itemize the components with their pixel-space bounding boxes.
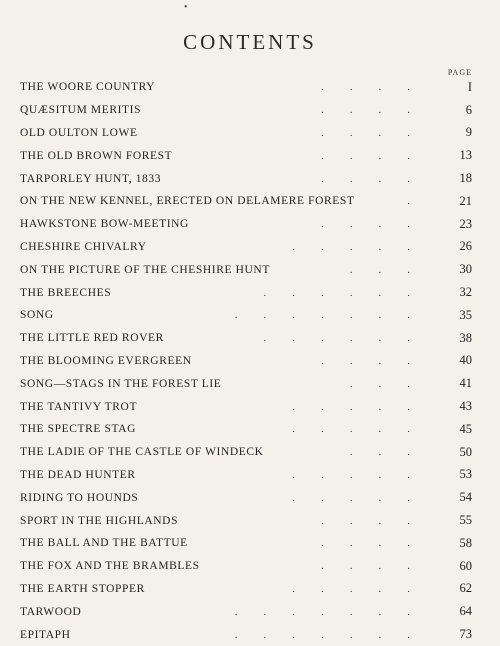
toc-entry bbox=[20, 509, 472, 532]
entry-title: THE EARTH STOPPER bbox=[20, 582, 145, 595]
entry-title: THE LITTLE RED ROVER bbox=[20, 332, 164, 345]
entry-page-number: 38 bbox=[459, 330, 472, 345]
entry-page-number: 23 bbox=[459, 216, 472, 231]
leader-dots: .... bbox=[321, 104, 436, 117]
entry-page-number: 53 bbox=[459, 467, 472, 482]
entry-title: SPORT IN THE HIGHLANDS bbox=[20, 514, 179, 527]
entry-title: EPITAPH bbox=[20, 628, 71, 641]
leader-dots: .... bbox=[321, 81, 436, 94]
toc-entry bbox=[20, 441, 472, 464]
entry-page-number: 21 bbox=[459, 193, 472, 208]
leader-dots: .... bbox=[321, 218, 436, 231]
toc-entry bbox=[20, 464, 472, 487]
entry-title: ON THE NEW KENNEL, ERECTED ON DELAMERE FOREST bbox=[20, 195, 355, 208]
leader-dots: .... bbox=[321, 126, 436, 139]
toc-entry bbox=[20, 578, 472, 601]
entry-page-number: 43 bbox=[459, 399, 472, 414]
leader-dots: .... bbox=[321, 354, 436, 367]
toc-entry bbox=[20, 213, 472, 236]
leader-dots: . bbox=[407, 195, 436, 208]
entry-page-number: 18 bbox=[459, 171, 472, 186]
leader-dots: ..... bbox=[292, 240, 436, 253]
toc-entry bbox=[20, 304, 472, 327]
leader-dots: .... bbox=[321, 514, 436, 527]
toc-entry bbox=[20, 167, 472, 190]
toc-entry bbox=[20, 327, 472, 350]
leader-dots: .... bbox=[321, 537, 436, 550]
entry-title: QUÆSITUM MERITIS bbox=[20, 104, 142, 117]
entry-title: CHESHIRE CHIVALRY bbox=[20, 240, 147, 253]
toc-entry bbox=[20, 486, 472, 509]
entry-page-number: 50 bbox=[459, 444, 472, 459]
entry-page-number: 62 bbox=[459, 581, 472, 596]
entry-title: THE FOX AND THE BRAMBLES bbox=[20, 560, 200, 573]
toc-entry bbox=[20, 418, 472, 441]
entry-page-number: 55 bbox=[459, 513, 472, 528]
leader-dots: ... bbox=[349, 377, 436, 390]
entry-title: THE OLD BROWN FOREST bbox=[20, 149, 173, 162]
toc-list bbox=[20, 76, 472, 646]
entry-title: THE WOORE COUNTRY bbox=[20, 81, 156, 94]
entry-page-number: 60 bbox=[459, 558, 472, 573]
leader-dots: ... bbox=[349, 446, 436, 459]
entry-title: THE BREECHES bbox=[20, 286, 112, 299]
entry-page-number: 40 bbox=[459, 353, 472, 368]
page-title: CONTENTS bbox=[183, 30, 317, 54]
toc-entry bbox=[20, 600, 472, 623]
entry-title: TARWOOD bbox=[20, 605, 82, 618]
toc-entry bbox=[20, 281, 472, 304]
entry-title: THE BALL AND THE BATTUE bbox=[20, 537, 188, 550]
entry-title: RIDING TO HOUNDS bbox=[20, 491, 139, 504]
toc-entry bbox=[20, 532, 472, 555]
entry-title: THE BLOOMING EVERGREEN bbox=[20, 354, 192, 367]
leader-dots: .... bbox=[321, 149, 436, 162]
entry-title: SONG—STAGS IN THE FOREST LIE bbox=[20, 377, 222, 390]
entry-page-number: I bbox=[467, 79, 472, 94]
leader-dots: ....... bbox=[234, 309, 436, 322]
toc-entry bbox=[20, 122, 472, 145]
leader-dots: ....... bbox=[234, 605, 436, 618]
entry-page-number: 35 bbox=[459, 307, 472, 322]
leader-dots: ..... bbox=[292, 468, 436, 481]
toc-entry bbox=[20, 555, 472, 578]
leader-dots: ... bbox=[349, 263, 436, 276]
leader-dots: ...... bbox=[263, 332, 436, 345]
entry-page-number: 73 bbox=[459, 627, 472, 642]
toc-entry bbox=[20, 76, 472, 99]
entry-page-number: 54 bbox=[459, 490, 472, 505]
entry-page-number: 32 bbox=[459, 285, 472, 300]
page-column-label: PAGE bbox=[447, 68, 472, 77]
entry-title: SONG bbox=[20, 309, 54, 322]
entry-page-number: 26 bbox=[459, 239, 472, 254]
entry-page-number: 9 bbox=[465, 125, 472, 140]
entry-title: THE TANTIVY TROT bbox=[20, 400, 138, 413]
entry-title: TARPORLEY HUNT, 1833 bbox=[20, 172, 162, 185]
entry-title: ON THE PICTURE OF THE CHESHIRE HUNT bbox=[20, 263, 270, 276]
print-speck: • bbox=[184, 2, 188, 13]
entry-page-number: 45 bbox=[459, 421, 472, 436]
leader-dots: ..... bbox=[292, 400, 436, 413]
toc-entry bbox=[20, 395, 472, 418]
leader-dots: .... bbox=[321, 560, 436, 573]
entry-page-number: 30 bbox=[459, 262, 472, 277]
leader-dots: ..... bbox=[292, 491, 436, 504]
toc-entry bbox=[20, 99, 472, 122]
entry-page-number: 64 bbox=[459, 604, 472, 619]
entry-title: OLD OULTON LOWE bbox=[20, 126, 138, 139]
toc-entry bbox=[20, 144, 472, 167]
entry-page-number: 6 bbox=[465, 102, 472, 117]
toc-entry bbox=[20, 372, 472, 395]
entry-page-number: 41 bbox=[459, 376, 472, 391]
toc-entry bbox=[20, 623, 472, 646]
entry-title: HAWKSTONE BOW-MEETING bbox=[20, 218, 189, 231]
leader-dots: ...... bbox=[263, 286, 436, 299]
toc-entry bbox=[20, 258, 472, 281]
entry-page-number: 58 bbox=[459, 535, 472, 550]
leader-dots: ..... bbox=[292, 423, 436, 436]
entry-title: THE SPECTRE STAG bbox=[20, 423, 137, 436]
entry-page-number: 13 bbox=[459, 148, 472, 163]
leader-dots: .... bbox=[321, 172, 436, 185]
entry-title: THE DEAD HUNTER bbox=[20, 468, 136, 481]
leader-dots: ....... bbox=[234, 628, 436, 641]
entry-title: THE LADIE OF THE CASTLE OF WINDECK bbox=[20, 446, 264, 459]
toc-entry bbox=[20, 236, 472, 259]
toc-entry bbox=[20, 350, 472, 373]
toc-entry bbox=[20, 190, 472, 213]
leader-dots: ..... bbox=[292, 582, 436, 595]
